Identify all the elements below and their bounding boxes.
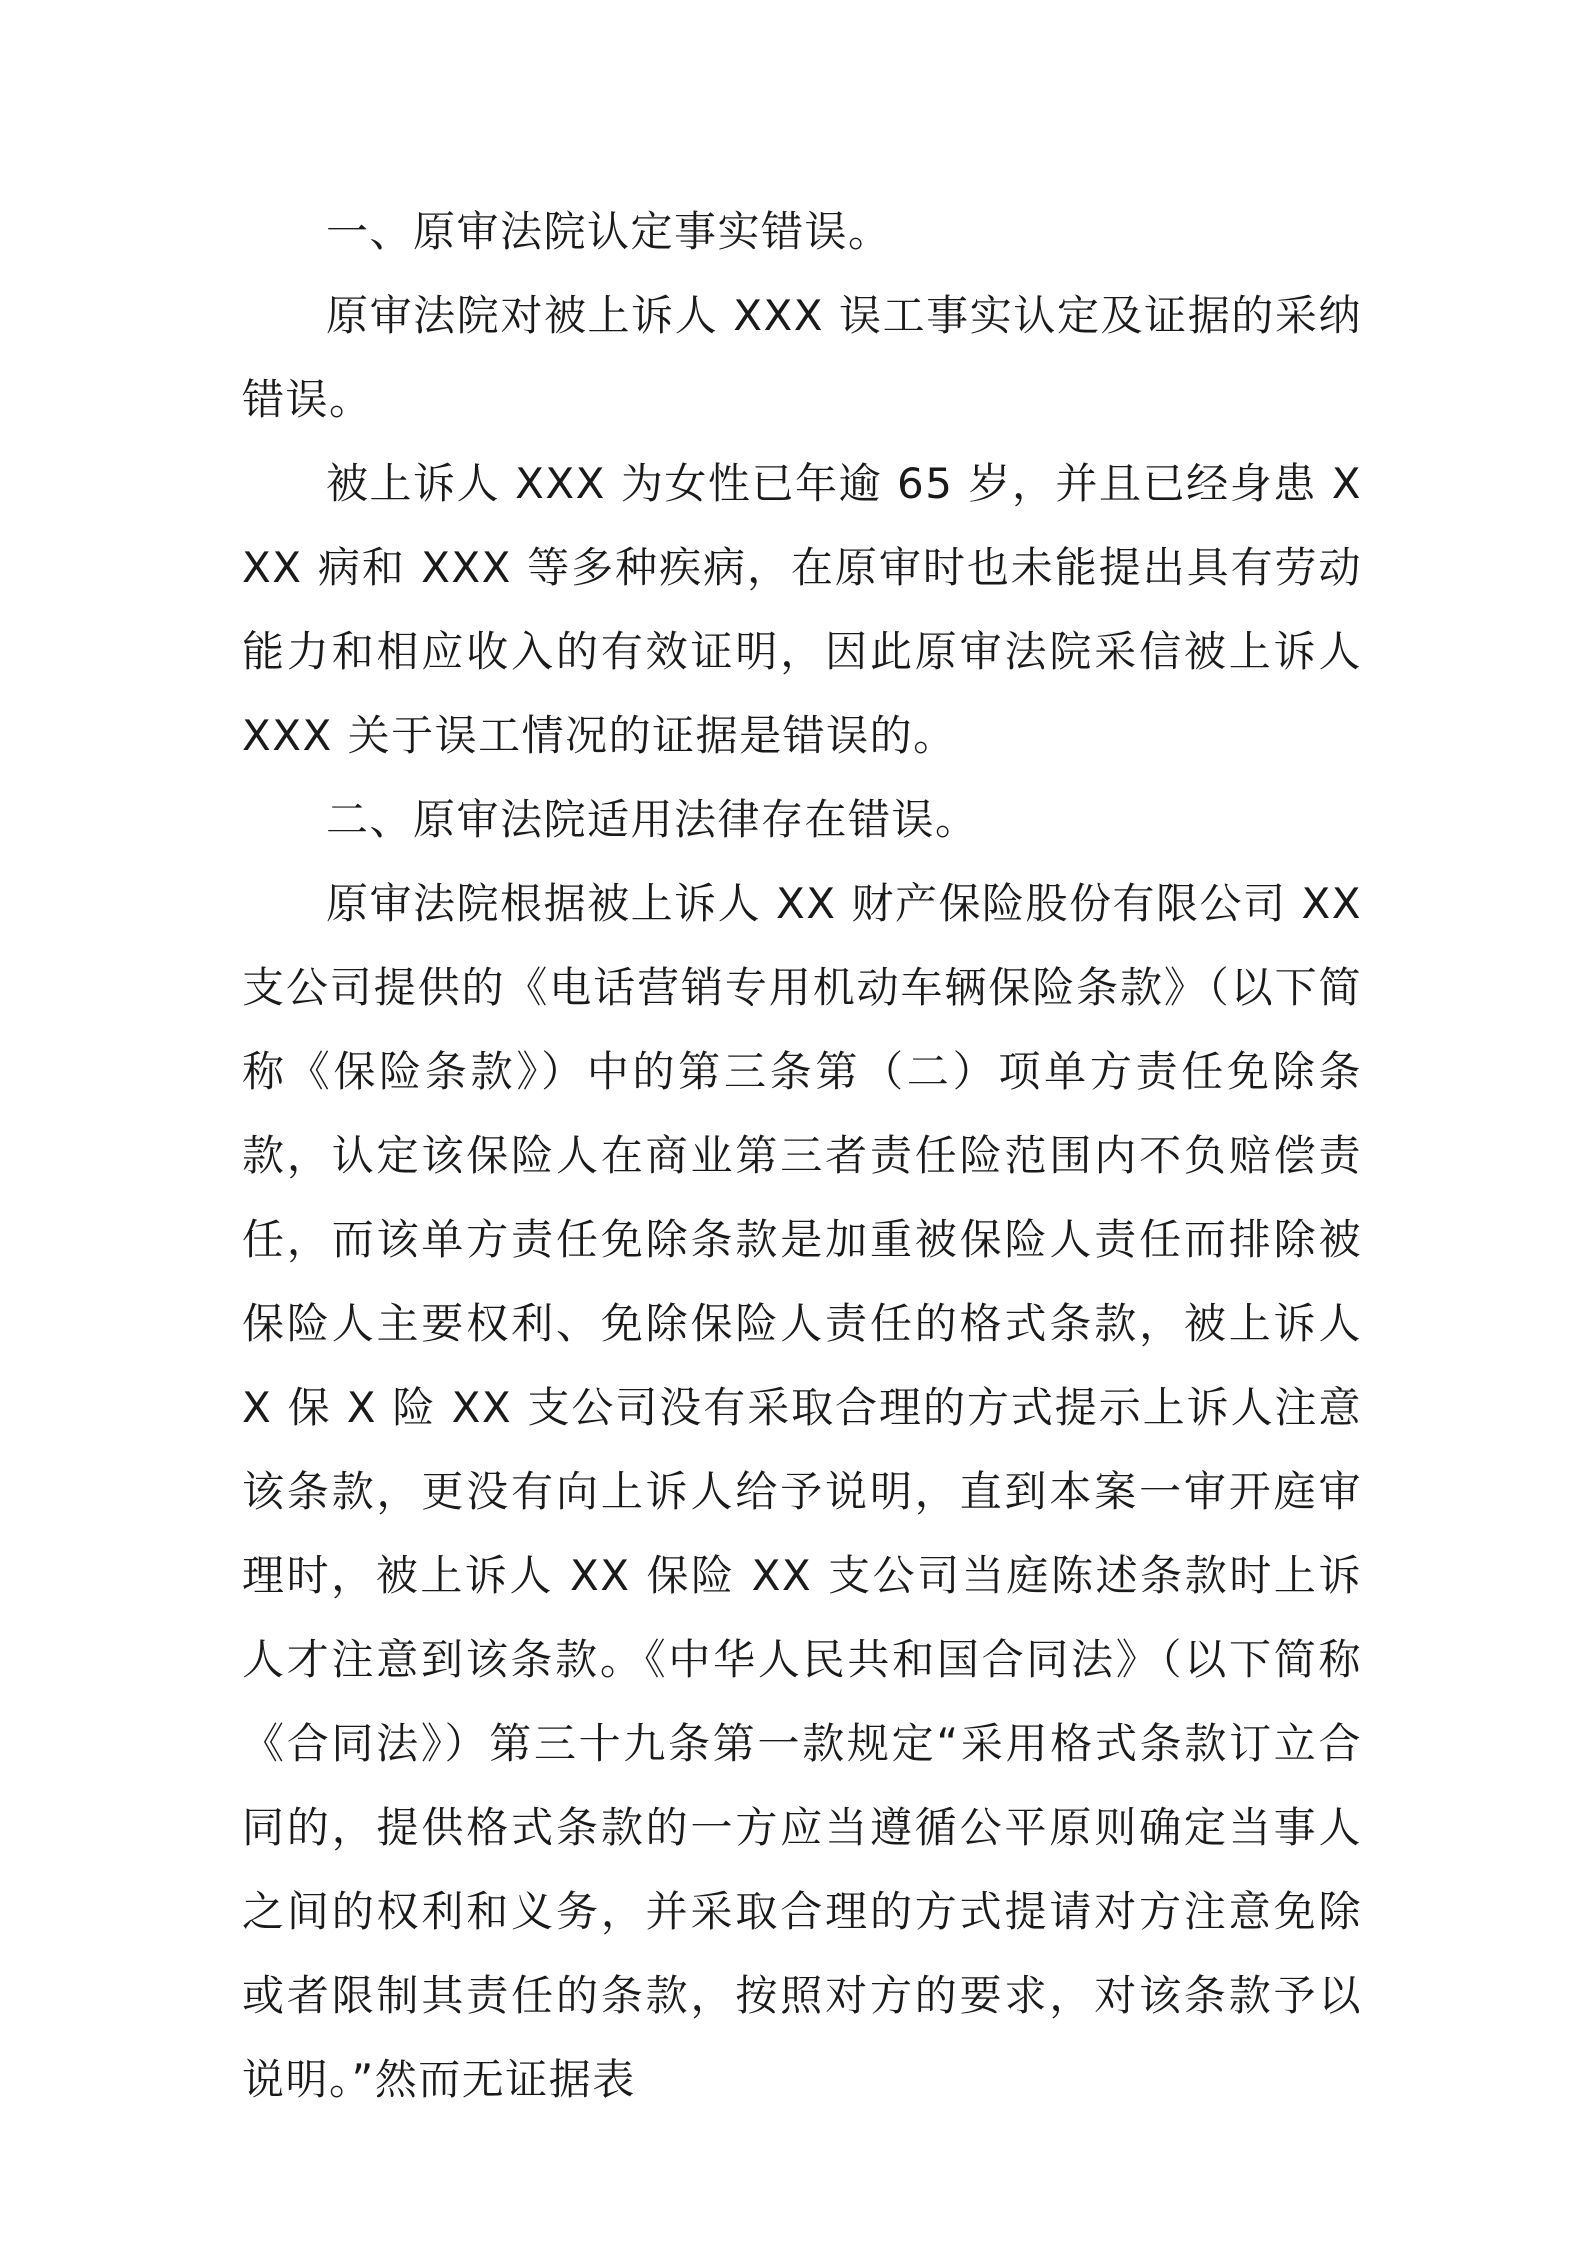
paragraph-fact-error-detail: 被上诉人 XXX 为女性已年逾 65 岁，并且已经身患 XXX 病和 XXX 等多种疾病，在原审时也未能提出具有劳动能力和相应收入的有效证明，因此原审法院采信被上诉人 XXX 关于误工情况的证据是错误的。 — [242, 459, 1362, 760]
section-heading-2: 二、原审法院适用法律存在错误。 — [326, 795, 979, 844]
paragraph-law-error-detail: 原审法院根据被上诉人 XX 财产保险股份有限公司 XX 支公司提供的《电话营销专用机动车辆保险条款》（以下简称《保险条款》）中的第三条第（二）项单方责任免除条款，认定该保险人在商业第三者责任险范围内不负赔偿责任，而该单方责任免除条款是加重被保险人责任而排除被保险人主要权利、免除保险人责任的格式条款，被上诉人 X 保 X 险 XX 支公司没有采取合理的方式提示上诉人注意该条款，更没有向上诉人给予说明，直到本案一审开庭审理时，被上诉人 XX 保险 XX 支公司当庭陈述条款时上诉人才注意到该条款。《中华人民共和国合同法》（以下简称《合同法》）第三十九条第一款规定“采用格式条款订立合同的，提供格式条款的一方应当遵循公平原则确定当事人之间的权利和义务，并采取合理的方式提请对方注意免除或者限制其责任的条款，按照对方的要求，对该条款予以说明。”然而无证据表 — [242, 879, 1362, 2104]
paragraph-fact-error-summary: 原审法院对被上诉人 XXX 误工事实认定及证据的采纳错误。 — [242, 291, 1362, 424]
document-body — [242, 190, 1362, 2122]
section-heading-1: 一、原审法院认定事实错误。 — [326, 207, 892, 256]
